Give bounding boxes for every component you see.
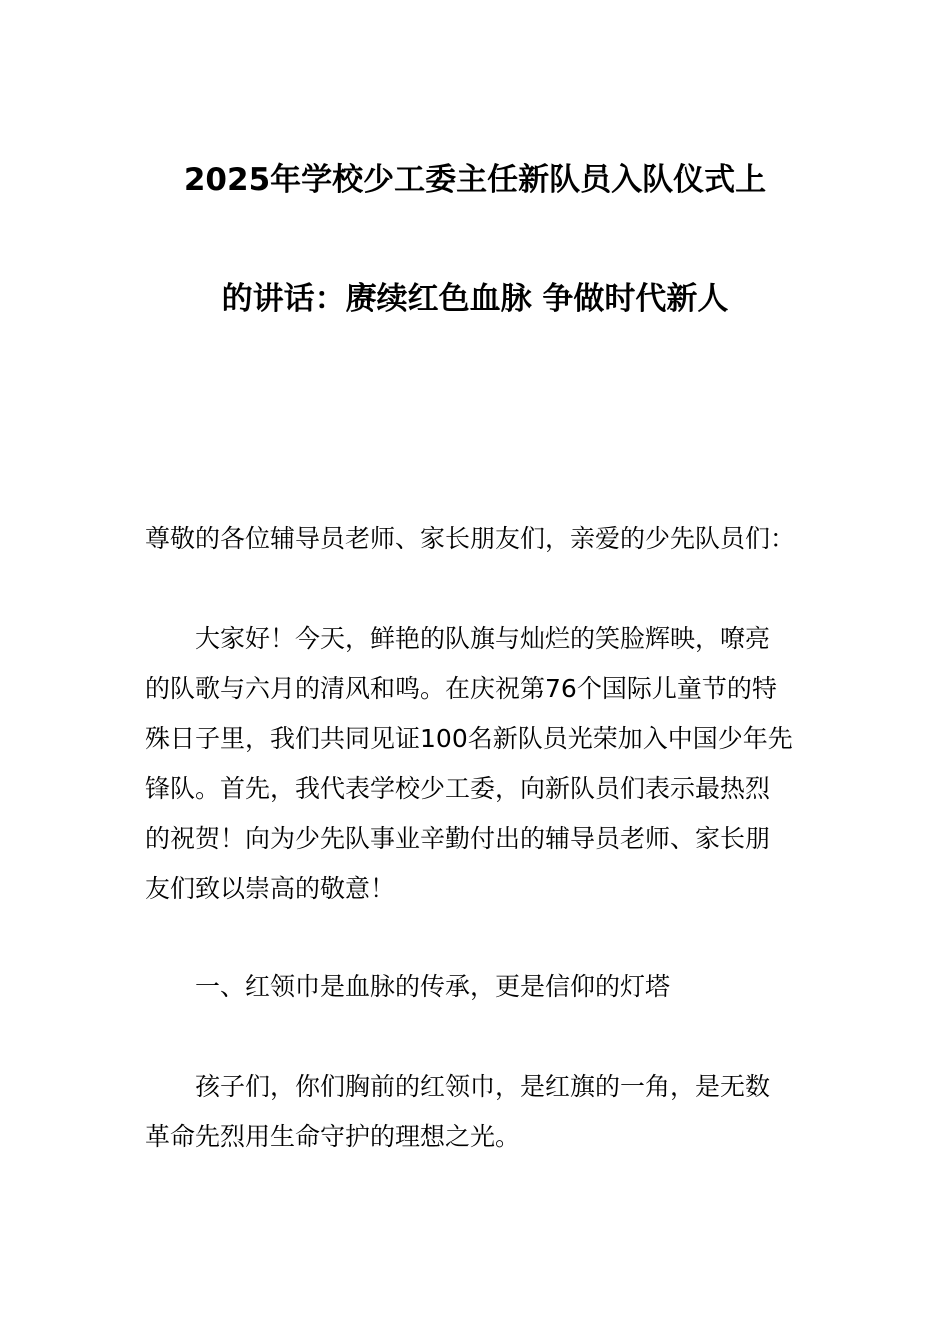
paragraph-line: 的祝贺！向为少先队事业辛勤付出的辅导员老师、家长朋 [145, 824, 771, 853]
paragraph-line: 孩子们，你们胸前的红领巾，是红旗的一角，是无数 [195, 1072, 771, 1101]
paragraph-line: 锋队。首先，我代表学校少工委，向新队员们表示最热烈 [145, 774, 771, 803]
document-title-line-1: 2025年学校少工委主任新队员入队仪式上 [183, 162, 767, 198]
paragraph-line: 的队歌与六月的清风和鸣。在庆祝第76个国际儿童节的特 [145, 674, 777, 703]
salutation: 尊敬的各位辅导员老师、家长朋友们，亲爱的少先队员们： [145, 524, 796, 553]
paragraph-line: 友们致以崇高的敬意！ [145, 874, 396, 903]
paragraph-line: 殊日子里，我们共同见证100名新队员光荣加入中国少年先 [145, 724, 793, 753]
document-title-line-2: 的讲话：赓续红色血脉 争做时代新人 [221, 281, 729, 317]
paragraph-2 [145, 1062, 810, 1162]
paragraph-line: 大家好！今天，鲜艳的队旗与灿烂的笑脸辉映，嘹亮 [195, 624, 771, 653]
paragraph-1 [145, 614, 810, 914]
section-heading-1: 一、红领巾是血脉的传承，更是信仰的灯塔 [195, 972, 671, 1001]
paragraph-line: 革命先烈用生命守护的理想之光。 [145, 1122, 521, 1151]
